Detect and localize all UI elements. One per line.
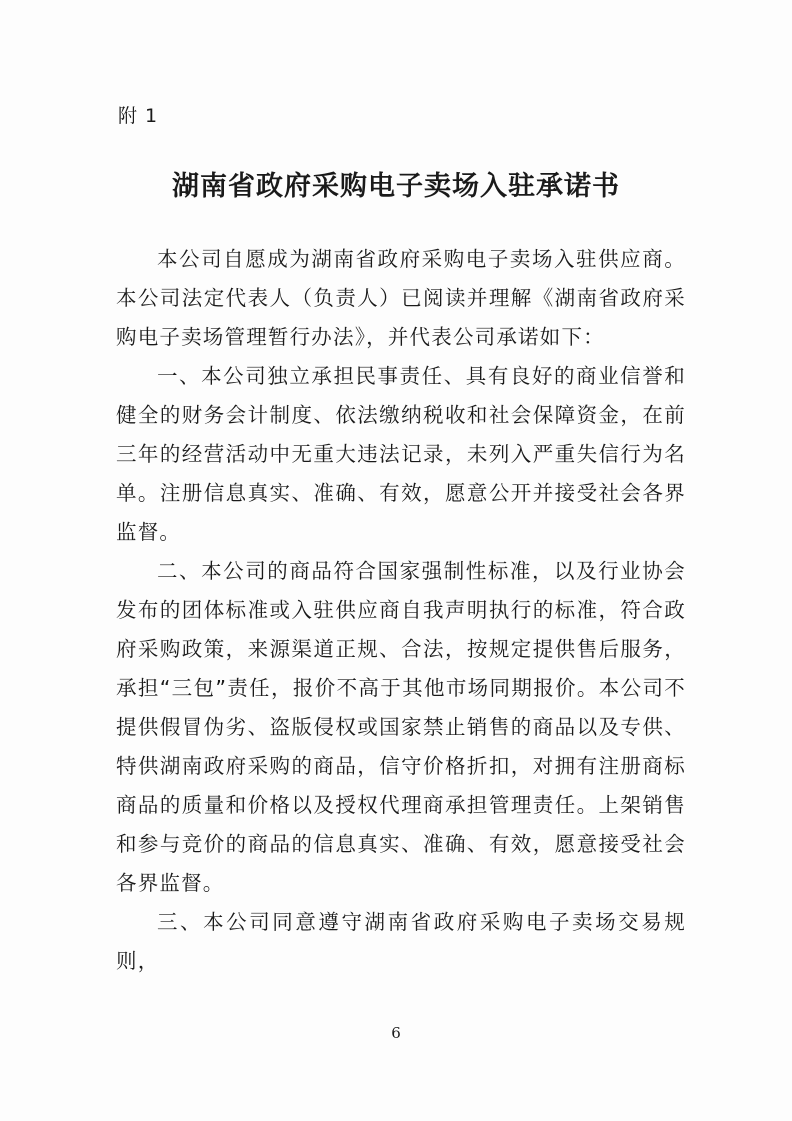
attachment-label: 附 1 — [118, 105, 159, 127]
document-title: 湖南省政府采购电子卖场入驻承诺书 — [172, 171, 620, 202]
page-number: 6 — [391, 1024, 401, 1042]
commitment-paragraph-3: 三、本公司同意遵守湖南省政府采购电子卖场交易规则， — [116, 910, 686, 973]
commitment-paragraph-2: 二、本公司的商品符合国家强制性标准，以及行业协会发布的团体标准或入驻供应商自我声明执行的标准，符合政府采购政策，来源渠道正规、合法，按规定提供售后服务，承担“三包”责任，报价不高于其他市场同期报价。本公司不提供假冒伪劣、盗版侵权或国家禁止销售的商品以及专供、特供湖南政府采购的商品，信守价格折扣，对拥有注册商标商品的质量和价格以及授权代理商承担管理责任。上架销售和参与竞价的商品的信息真实、准确、有效，愿意接受社会各界监督。 — [116, 559, 686, 895]
document-body — [116, 240, 686, 981]
commitment-paragraph-1: 一、本公司独立承担民事责任、具有良好的商业信誉和健全的财务会计制度、依法缴纳税收和社会保障资金，在前三年的经营活动中无重大违法记录，未列入严重失信行为名单。注册信息真实、准确、有效，愿意公开并接受社会各界监督。 — [116, 364, 686, 544]
intro-paragraph: 本公司自愿成为湖南省政府采购电子卖场入驻供应商。本公司法定代表人（负责人）已阅读并理解《湖南省政府采购电子卖场管理暂行办法》，并代表公司承诺如下： — [116, 247, 686, 349]
